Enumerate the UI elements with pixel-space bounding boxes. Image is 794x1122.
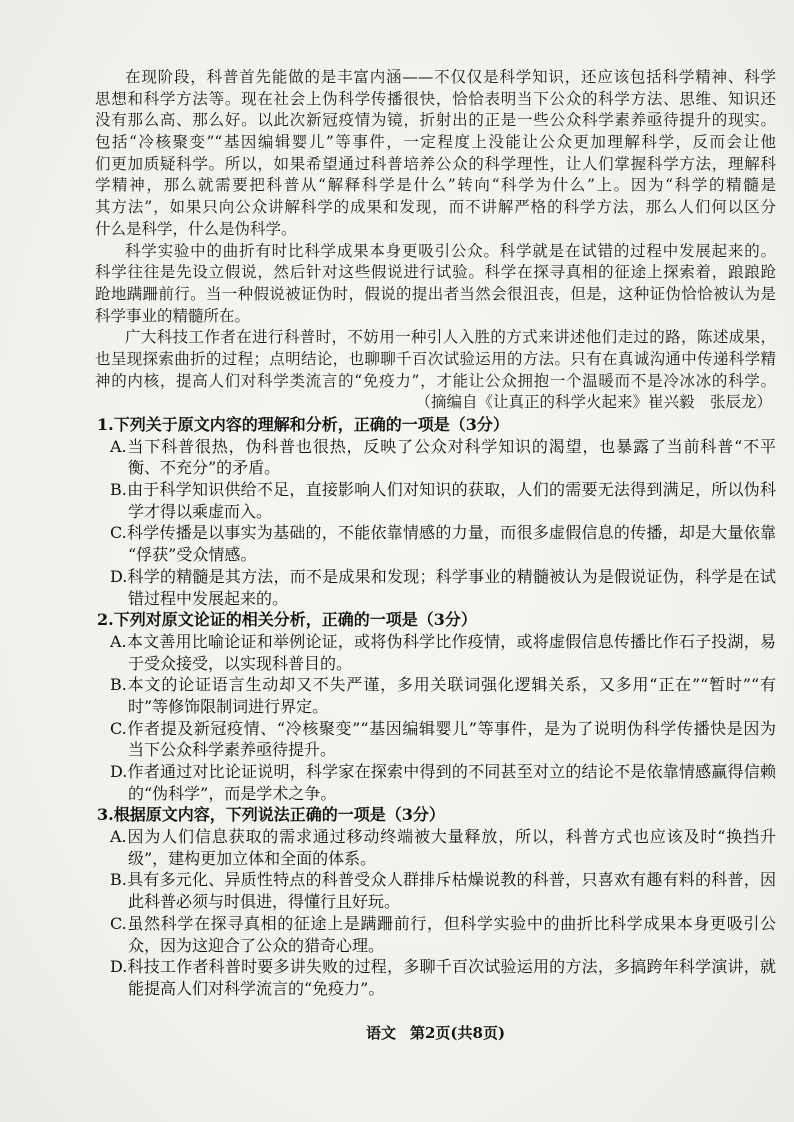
option-c [95,913,776,956]
option-b [95,674,776,717]
option-label: B. [110,675,127,695]
option-text-continued: 于受众接受，以实现科普目的。 [128,653,353,673]
option-c [95,522,776,565]
passage-line: 包括“冷核聚变”“基因编辑婴儿”等事件，一定程度上没能让公众更加理解科学，反而会让他 [95,133,776,152]
passage-line: 其方法”，如果只向公众讲解科学的成果和发现，而不讲解严格的科学方法，那么人们何以区分 [95,198,776,217]
option-line [95,566,776,588]
option-label: B. [110,870,127,890]
reading-passage [95,67,776,414]
option-label: A. [110,827,127,847]
option-text-continued: 此科普必须与时俱进，得懂行且好玩。 [128,892,401,912]
option-label: A. [110,436,127,456]
option-b [95,479,776,522]
option-label: C. [110,913,127,933]
passage-line: 没有那么高、那么好。以此次新冠疫情为镜，折射出的正是一些公众科学素养亟待提升的现实。 [95,111,776,130]
option-a [95,631,776,674]
option-d [95,566,776,609]
footer-subject: 语文 [365,1024,396,1042]
question-stem: 2.下列对原文论证的相关分析，正确的一项是（3分） [97,610,477,630]
page-footer [95,1022,776,1044]
option-text: 科学传播是以事实为基础的，不能依靠情感的力量，而很多虚假信息的传播，却是大量依靠 [126,523,776,543]
option-label: C. [110,523,127,543]
option-text-continued: 能提高人们对科学流言的“免疫力”。 [128,978,385,998]
passage-line: 科学事业的精髓所在。 [95,306,251,325]
option-text-continued: 当下公众科学素养亟待提升。 [128,740,337,760]
option-line [95,913,776,935]
option-text: 当下科普很热，伪科普也很热，反映了公众对科学知识的渴望，也暴露了当前科普“不平 [126,436,776,456]
option-text: 虽然科学在探寻真相的征途上是蹒跚前行，但科学实验中的曲折比科学成果本身更吸引公 [126,913,776,933]
option-a [95,826,776,869]
footer-page-number: 第2页(共8页) [409,1024,506,1042]
question-3 [95,804,776,999]
option-text: 科学的精髓是其方法，而不是成果和发现；科学事业的精髓被认为是假说证伪，科学是在试 [127,566,776,586]
option-label: A. [110,631,127,651]
option-text: 本文善用比喻论证和举例论证，或将伪科学比作疫情，或将虚假信息传播比作石子投湖，易 [126,631,776,651]
option-line [95,631,776,653]
question-stem: 1.下列关于原文内容的理解和分析，正确的一项是（3分） [97,415,509,434]
passage-line: 学精神，那么就需要把科普从“解释科学是什么”转向“科学为什么”上。因为“科学的精髓是 [95,176,776,195]
page-content [95,67,776,1000]
option-label: D. [110,566,128,586]
option-text: 作者提及新冠疫情、“冷核聚变”“基因编辑婴儿”等事件，是为了说明伪科学传播快是因为 [126,718,776,738]
option-line [95,674,776,696]
option-line [95,479,776,501]
passage-source: （摘编自《让真正的科学火起来》崔兴毅 张辰龙） [415,393,772,412]
option-line [95,522,776,544]
passage-line: 们更加质疑科学。所以，如果希望通过科普培养公众的科学理性，让人们掌握科学方法，理解科 [95,154,776,173]
question-2 [95,609,776,804]
option-line [95,436,776,458]
option-line [95,826,776,848]
option-text: 作者通过对比论证说明，科学家在探索中得到的不同甚至对立的结论不是依靠情感赢得信赖 [127,762,776,781]
option-text: 本文的论证语言生动却又不失严谨，多用关联词强化逻辑关系，又多用“正在”“暂时”“有 [126,675,776,695]
option-text: 具有多元化、异质性特点的科普受众人群排斥枯燥说教的科普，只喜欢有趣有料的科普，因 [126,870,776,890]
option-line [95,956,776,978]
option-text-continued: 错过程中发展起来的。 [128,588,289,608]
passage-line: 科学实验中的曲折有时比科学成果本身更吸引公众。科学就是在试错的过程中发展起来的。 [125,241,776,260]
passage-line: 科学往往是先设立假说，然后针对这些假说进行试验。科学在探寻真相的征途上探索着，踉踉跄 [95,263,776,282]
question-stem: 3.根据原文内容，下列说法正确的一项是（3分） [97,805,445,825]
passage-line: 在现阶段，科普首先能做的是丰富内涵——不仅仅是科学知识，还应该包括科学精神、科学 [125,68,776,86]
option-text: 由于科学知识供给不足，直接影响人们对知识的获取，人们的需要无法得到满足，所以伪科 [126,480,776,500]
question-1 [95,414,776,609]
option-text: 科技工作者科普时要多讲失败的过程，多聊千百次试验运用的方法，多搞跨年科学演讲，就 [127,957,776,977]
option-text-continued: 众，因为这迎合了公众的猎奇心理。 [128,935,385,955]
option-a [95,436,776,479]
passage-line: 跄地蹒跚前行。当一种假说被证伪时，假说的提出者当然会很沮丧，但是，这种证伪恰恰被认为是 [95,284,776,303]
option-text-continued: 的“伪科学”，而是学术之争。 [128,783,337,803]
option-text-continued: 时”等修饰限制词进行界定。 [128,696,329,716]
question-list [95,414,776,1000]
option-label: B. [110,480,127,500]
option-b [95,869,776,912]
option-label: D. [110,957,128,977]
option-label: C. [110,718,127,738]
option-text-continued: “俘获”受众情感。 [128,545,257,565]
option-text-continued: 学才得以乘虚而入。 [128,501,273,521]
passage-line: 什么是科学，什么是伪科学。 [95,219,297,238]
option-c [95,718,776,761]
passage-line: 思想和科学方法等。现在社会上伪科学传播很快，恰恰表明当下公众的科学方法、思维、知识还 [95,89,776,108]
option-text-continued: 衡、不充分”的矛盾。 [128,458,281,478]
passage-paragraph-1 [95,67,776,241]
passage-line: 也呈现探索曲折的过程；点明结论，也聊聊千百次试验运用的方法。只有在真诚沟通中传递科学精 [95,349,776,368]
option-d [95,761,776,804]
option-line [95,761,776,783]
option-line [95,869,776,891]
passage-paragraph-2 [95,241,776,328]
option-text-continued: 级”，建构更加立体和全面的体系。 [128,848,377,868]
passage-line: 广大科技工作者在进行科普时，不妨用一种引人入胜的方式来讲述他们走过的路，陈述成果， [125,328,776,347]
option-line [95,718,776,740]
passage-line: 神的内核，提高人们对科学类流言的“免疫力”，才能让公众拥抱一个温暖而不是冷冰冰的科学。 [95,371,776,390]
passage-paragraph-3 [95,327,776,392]
option-label: D. [110,762,128,781]
option-text: 因为人们信息获取的需求通过移动终端被大量释放，所以，科普方式也应该及时“换挡升 [126,827,776,847]
option-d [95,956,776,999]
